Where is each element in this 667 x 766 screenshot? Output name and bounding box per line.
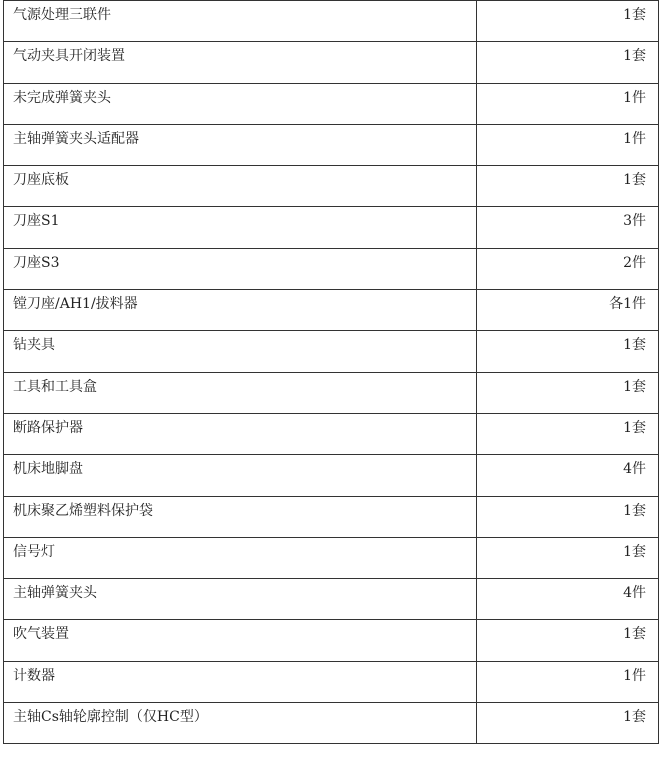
item-quantity-cell: 1件 xyxy=(477,124,659,165)
item-name-cell: 主轴弹簧夹头 xyxy=(4,579,477,620)
item-name-cell: 工具和工具盒 xyxy=(4,372,477,413)
accessory-table xyxy=(3,0,659,744)
item-quantity-cell: 1套 xyxy=(477,372,659,413)
item-quantity-cell: 1套 xyxy=(477,620,659,661)
table-row xyxy=(4,620,659,661)
item-name-cell: 主轴Cs轴轮廓控制（仅HC型） xyxy=(4,703,477,744)
accessory-table-body xyxy=(4,1,659,744)
table-row xyxy=(4,372,659,413)
item-quantity-cell: 1件 xyxy=(477,661,659,702)
item-name-cell: 吹气装置 xyxy=(4,620,477,661)
item-quantity-cell: 4件 xyxy=(477,579,659,620)
item-quantity-cell: 1套 xyxy=(477,331,659,372)
item-name-cell: 机床地脚盘 xyxy=(4,455,477,496)
item-name-cell: 断路保护器 xyxy=(4,413,477,454)
item-name-cell: 刀座S3 xyxy=(4,248,477,289)
item-quantity-cell: 1件 xyxy=(477,83,659,124)
table-row xyxy=(4,537,659,578)
table-row xyxy=(4,661,659,702)
item-quantity-cell: 1套 xyxy=(477,537,659,578)
item-quantity-cell: 1套 xyxy=(477,703,659,744)
item-name-cell: 计数器 xyxy=(4,661,477,702)
item-name-cell: 钻夹具 xyxy=(4,331,477,372)
table-row xyxy=(4,703,659,744)
table-row xyxy=(4,496,659,537)
item-name-cell: 气源处理三联件 xyxy=(4,1,477,42)
table-row xyxy=(4,413,659,454)
item-name-cell: 镗刀座/AH1/拔料器 xyxy=(4,290,477,331)
item-quantity-cell: 1套 xyxy=(477,1,659,42)
item-name-cell: 气动夹具开闭装置 xyxy=(4,42,477,83)
item-quantity-cell: 1套 xyxy=(477,413,659,454)
table-row xyxy=(4,579,659,620)
item-name-cell: 未完成弹簧夹头 xyxy=(4,83,477,124)
item-name-cell: 主轴弹簧夹头适配器 xyxy=(4,124,477,165)
item-quantity-cell: 1套 xyxy=(477,496,659,537)
table-row xyxy=(4,124,659,165)
table-row xyxy=(4,248,659,289)
item-name-cell: 刀座S1 xyxy=(4,207,477,248)
table-row xyxy=(4,331,659,372)
item-quantity-cell: 4件 xyxy=(477,455,659,496)
table-row xyxy=(4,290,659,331)
table-row xyxy=(4,166,659,207)
item-quantity-cell: 各1件 xyxy=(477,290,659,331)
item-name-cell: 信号灯 xyxy=(4,537,477,578)
table-row xyxy=(4,42,659,83)
item-quantity-cell: 2件 xyxy=(477,248,659,289)
item-name-cell: 机床聚乙烯塑料保护袋 xyxy=(4,496,477,537)
accessory-list-document xyxy=(3,0,658,744)
table-row xyxy=(4,455,659,496)
table-row xyxy=(4,1,659,42)
table-row xyxy=(4,207,659,248)
item-quantity-cell: 1套 xyxy=(477,42,659,83)
item-quantity-cell: 1套 xyxy=(477,166,659,207)
table-row xyxy=(4,83,659,124)
item-name-cell: 刀座底板 xyxy=(4,166,477,207)
item-quantity-cell: 3件 xyxy=(477,207,659,248)
